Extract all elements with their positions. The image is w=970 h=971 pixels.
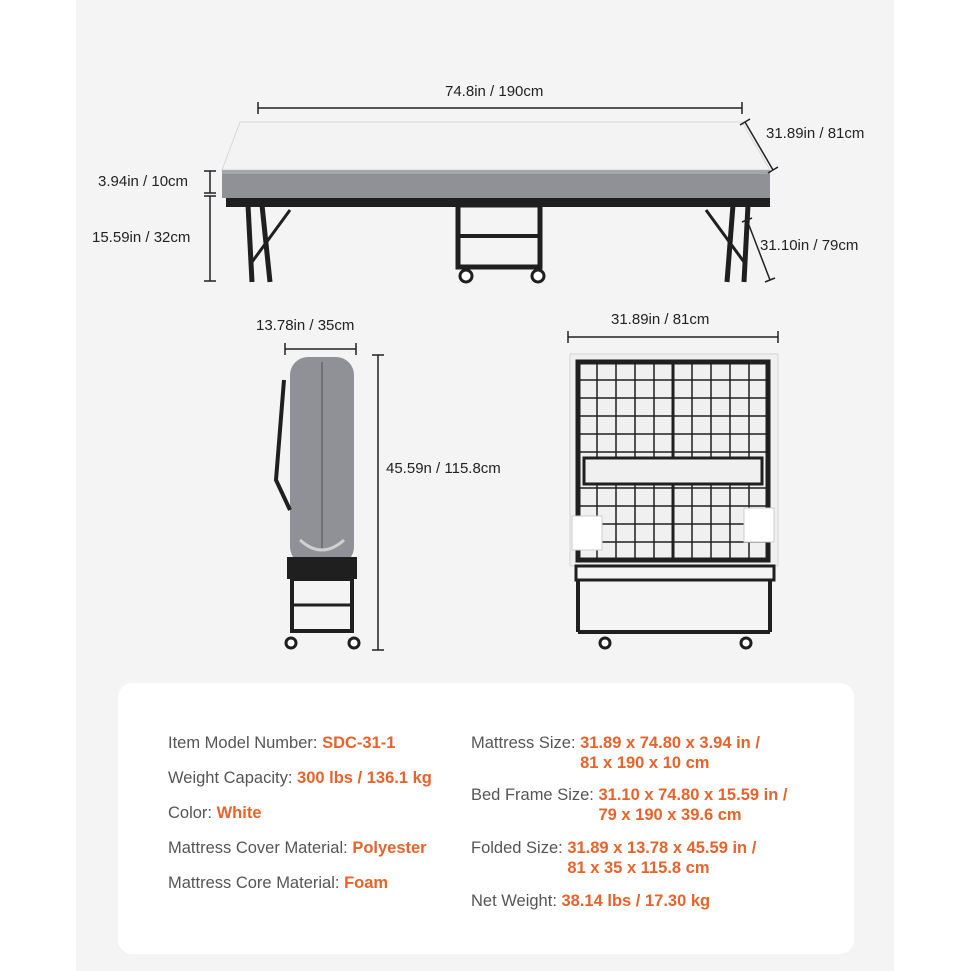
folded-height-dimension: 45.59n / 115.8cm — [386, 460, 501, 477]
spec-value: SDC-31-1 — [322, 734, 396, 752]
spec-net-weight — [471, 892, 710, 911]
spec-value: 31.10 x 74.80 x 15.59 in / — [598, 786, 788, 804]
length-dimension: 74.8in / 190cm — [445, 83, 544, 100]
spec-label: Item Model Number: — [168, 734, 318, 752]
leg-height-dimension: 31.10in / 79cm — [760, 237, 859, 254]
spec-label: Mattress Cover Material: — [168, 839, 348, 857]
folded-front-image — [570, 354, 778, 648]
spec-value: 38.14 lbs / 17.30 kg — [561, 892, 711, 910]
spec-mattress-size — [471, 734, 760, 772]
width-dimension: 31.89in / 81cm — [766, 125, 865, 142]
spec-value-continued: 81 x 35 x 115.8 cm — [567, 859, 710, 877]
folded-depth-dimension: 13.78in / 35cm — [256, 317, 355, 334]
spec-value-continued: 79 x 190 x 39.6 cm — [598, 806, 742, 824]
spec-label: Weight Capacity: — [168, 769, 293, 787]
spec-model-number — [168, 734, 395, 753]
spec-value: 31.89 x 74.80 x 3.94 in / — [580, 734, 760, 752]
frame-height-dimension: 15.59in / 32cm — [92, 229, 191, 246]
spec-folded-size — [471, 839, 757, 877]
spec-value-continued: 81 x 190 x 10 cm — [580, 754, 710, 772]
spec-bed-frame-size — [471, 786, 788, 824]
spec-label: Folded Size: — [471, 839, 563, 857]
spec-weight-capacity — [168, 769, 432, 788]
spec-value: 300 lbs / 136.1 kg — [297, 769, 432, 787]
spec-label: Net Weight: — [471, 892, 557, 910]
spec-value: Polyester — [352, 839, 427, 857]
spec-core-material — [168, 874, 388, 893]
folded-width-dimension: 31.89in / 81cm — [611, 311, 710, 328]
folded-side-image — [276, 357, 359, 648]
spec-label: Mattress Size: — [471, 734, 576, 752]
unfolded-bed-image — [222, 122, 770, 282]
spec-label: Color: — [168, 804, 213, 822]
mattress-thickness-dimension: 3.94in / 10cm — [98, 173, 189, 190]
spec-cover-material — [168, 839, 427, 858]
spec-value: Foam — [344, 874, 389, 892]
spec-value: White — [216, 804, 262, 822]
spec-color — [168, 804, 262, 823]
spec-label: Mattress Core Material: — [168, 874, 340, 892]
spec-label: Bed Frame Size: — [471, 786, 594, 804]
spec-value: 31.89 x 13.78 x 45.59 in / — [567, 839, 757, 857]
